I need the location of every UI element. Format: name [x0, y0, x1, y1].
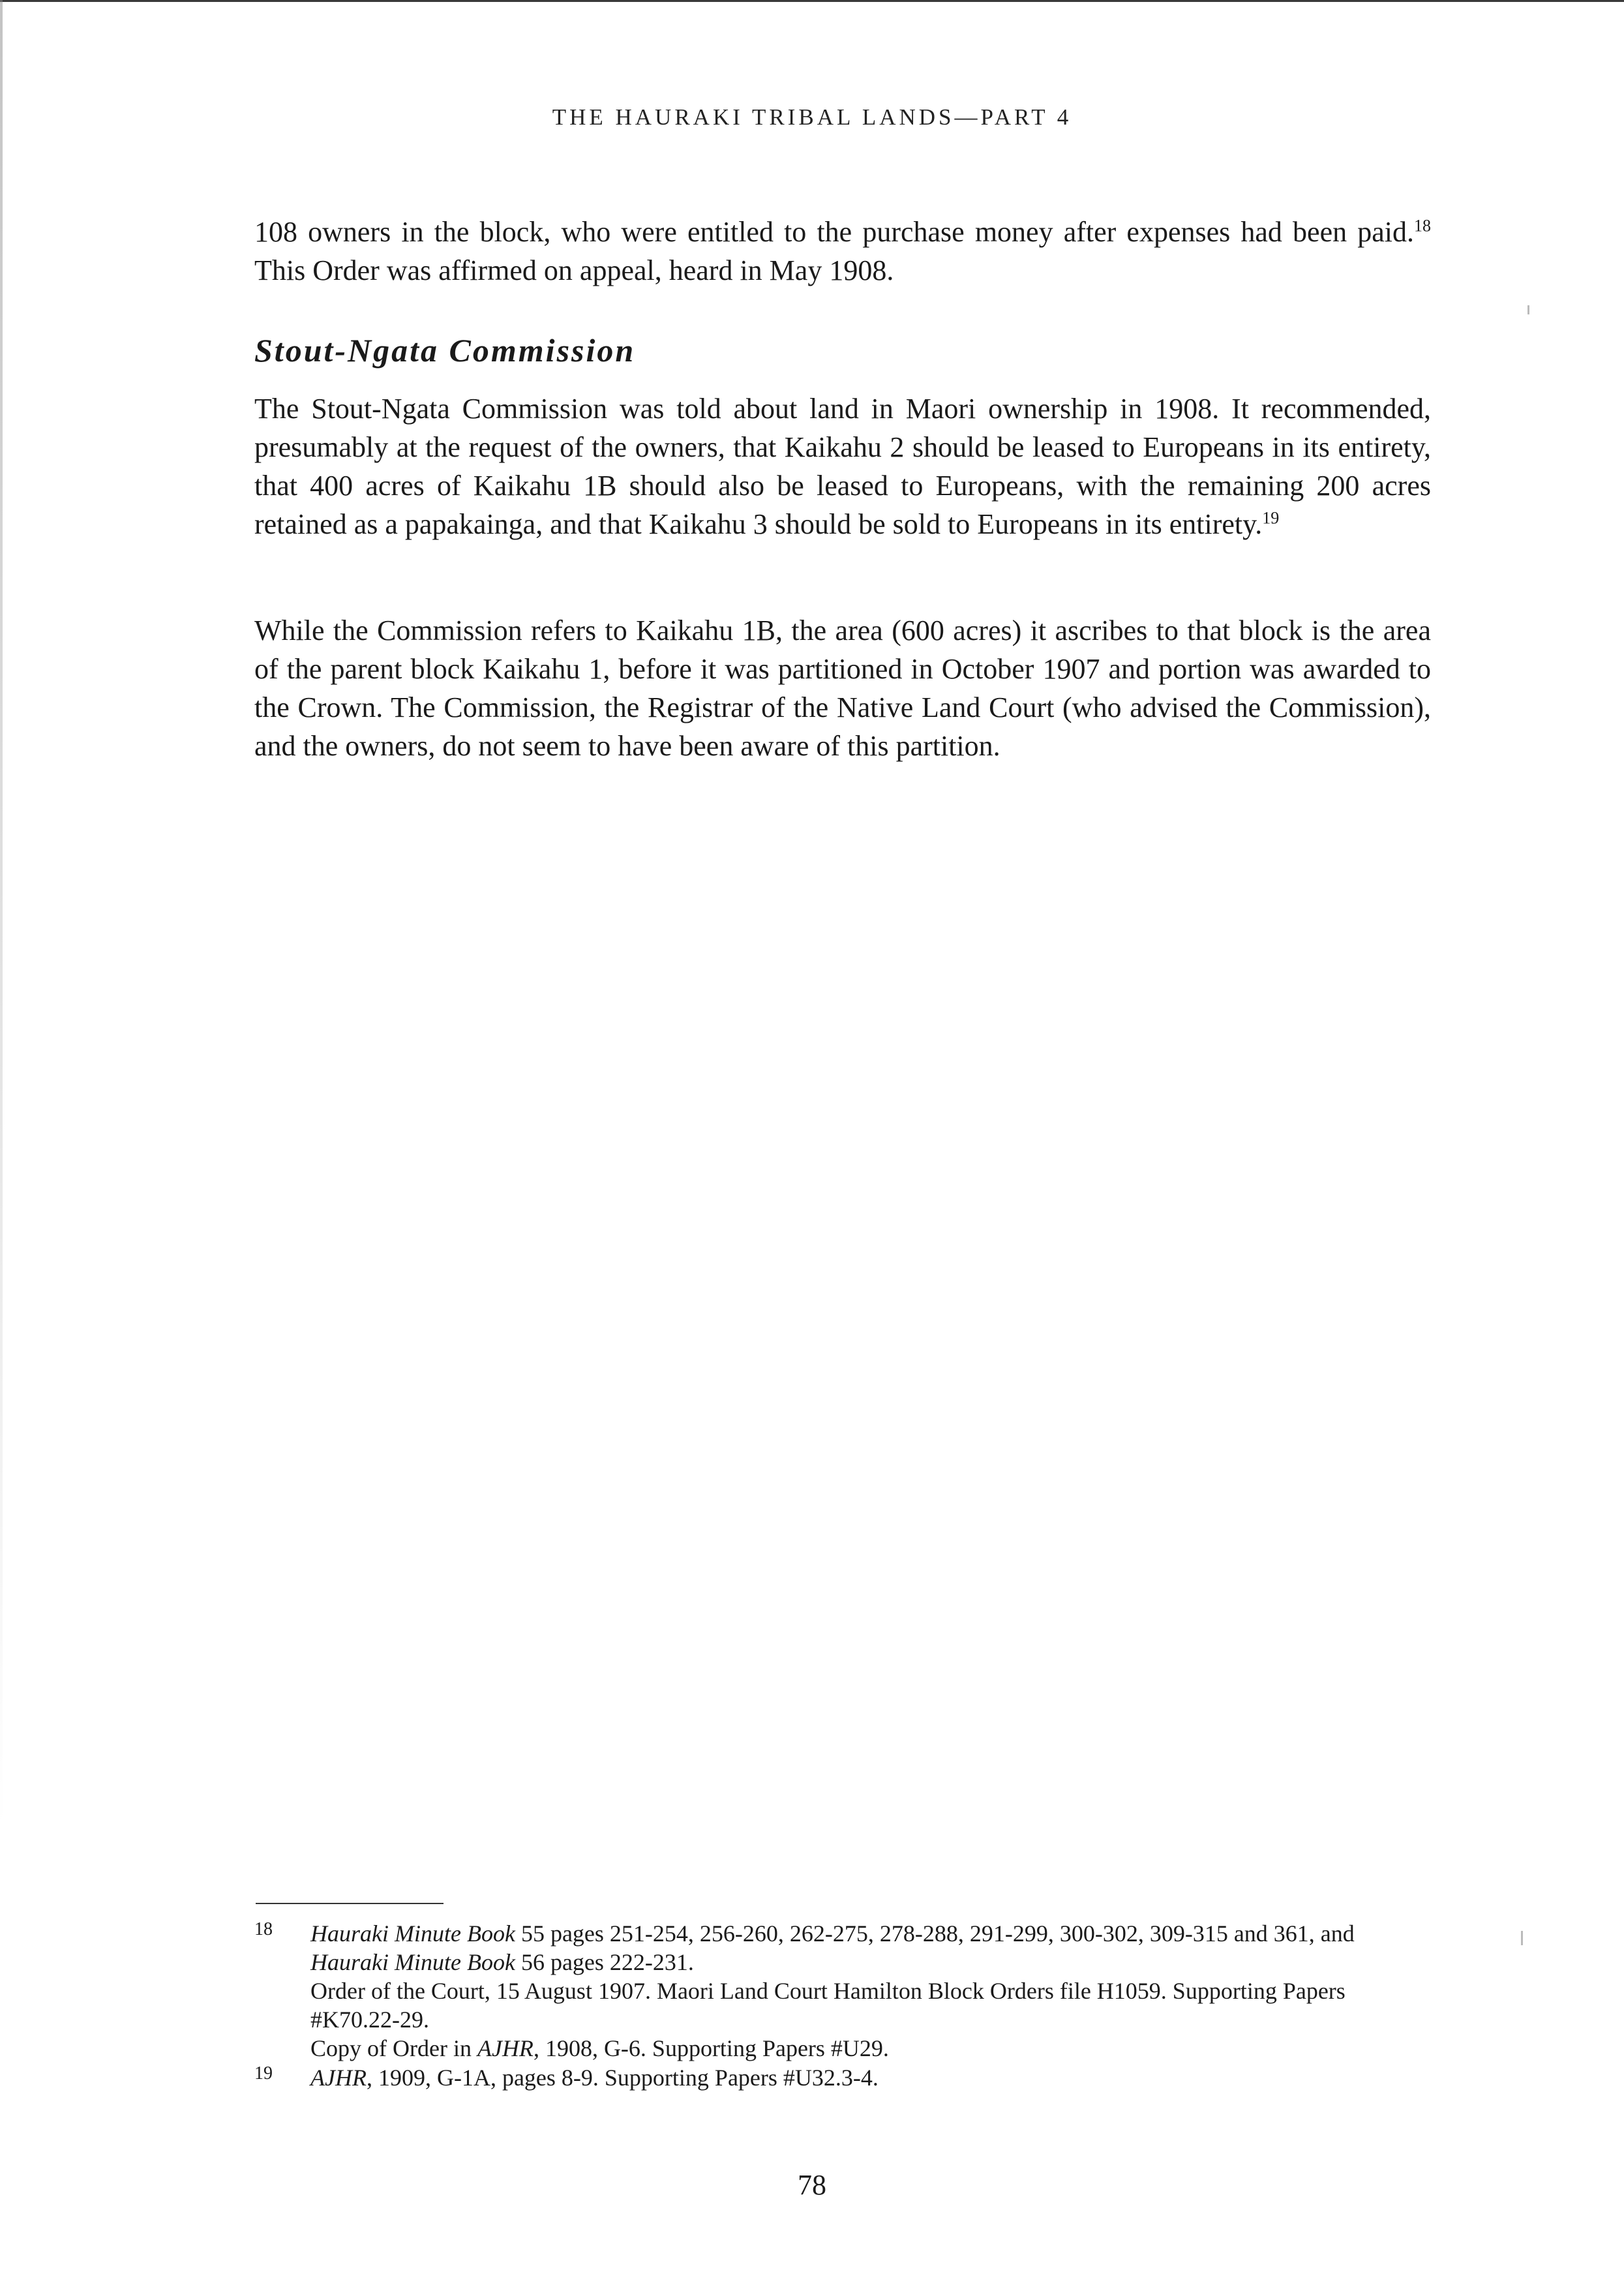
footnote-18-title-a: Hauraki Minute Book: [310, 1920, 515, 1947]
paragraph-3: While the Commission refers to Kaikahu 1B, the area (600 acres) it ascribes to that block is the area of the parent block Kaikahu 1, before it was partitioned in October 1907 and portion was awarded to the Crown. The Commission, the Registrar of the Native Land Court (who advised the Commission), and the owners, do not seem to have been aware of this partition.: [254, 614, 1431, 762]
scan-speck: [1527, 305, 1529, 314]
footnote-18-line-1: [310, 1919, 1435, 1977]
footnote-18-text-a: 55 pages 251-254, 256-260, 262-275, 278-288, 291-299, 300-302, 309-315 and 361, and: [515, 1920, 1355, 1947]
footnote-18-line-3-text-b: , 1908, G-6. Supporting Papers #U29.: [533, 2035, 889, 2061]
footnote-19-title: AJHR: [310, 2065, 367, 2091]
footnote-19-text: , 1909, G-1A, pages 8-9. Supporting Papers #U32.3-4.: [366, 2065, 879, 2091]
scan-speck: [1521, 1931, 1523, 1945]
paragraph-1: [254, 213, 1431, 290]
paragraph-1-text: 108 owners in the block, who were entitled to the purchase money after expenses had been paid.: [254, 216, 1414, 248]
running-head: THE HAURAKI TRIBAL LANDS—PART 4: [552, 104, 1072, 130]
footnote-19: [254, 2063, 1435, 2092]
footnote-18-text-b: 56 pages 222-231.: [515, 1949, 694, 1975]
footnote-18-line-3-title: AJHR: [477, 2035, 534, 2061]
footnote-19-line-1: [310, 2063, 1435, 2092]
footnote-18-title-b: Hauraki Minute Book: [310, 1949, 515, 1975]
footnote-18: [254, 1919, 1435, 2063]
footnote-ref-18: 18: [1414, 216, 1431, 235]
footnote-18-line-3: [310, 2034, 1435, 2063]
footnote-19-number: 19: [254, 2063, 273, 2084]
paragraph-1-tail: This Order was affirmed on appeal, heard in May 1908.: [254, 254, 894, 286]
footnote-18-number: 18: [254, 1919, 273, 1939]
top-page-edge-rule: [0, 0, 1624, 2]
footnote-18-line-2: Order of the Court, 15 August 1907. Maori Land Court Hamilton Block Orders file H1059. Supporting Papers #K70.22-29.: [310, 1978, 1346, 2033]
footnote-ref-19: 19: [1262, 508, 1280, 528]
scan-left-edge-shadow: [0, 0, 3, 1827]
paragraph-2-text: The Stout-Ngata Commission was told about land in Maori ownership in 1908. It recommended, presumably at the request of the owners, that Kaikahu 2 should be leased to Europeans in its entirety, that 400 acres of Kaikahu 1B should also be leased to Europeans, with the remaining 200 acres retained as a papakainga, and that Kaikahu 3 should be sold to Europeans in its entirety.: [254, 393, 1431, 540]
paragraph-2: [254, 389, 1431, 543]
footnote-18-line-3-text-a: Copy of Order in: [310, 2035, 477, 2061]
page-number: 78: [798, 2169, 826, 2201]
section-heading: Stout-Ngata Commission: [254, 332, 636, 369]
footnote-separator: [256, 1903, 444, 1904]
